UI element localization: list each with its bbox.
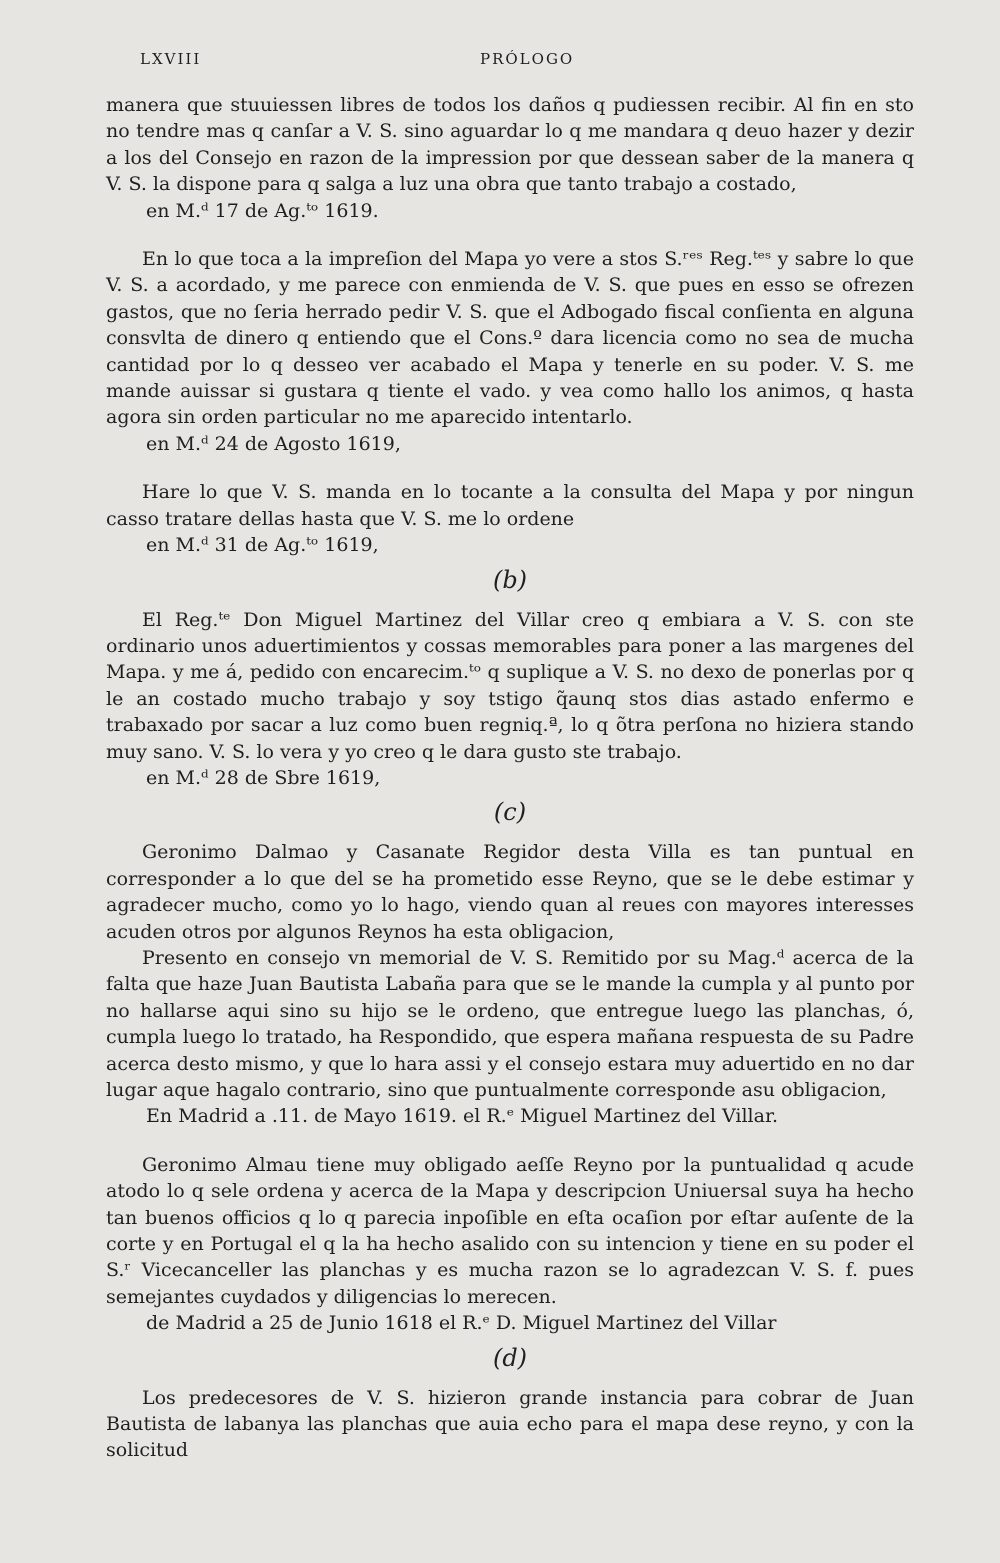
running-title: PRÓLOGO: [480, 50, 575, 68]
letter-continuation: manera que stuuiessen libres de todos los daños q pudiessen recibir. Al fin en sto no tendre mas q canſar a V. S. sino aguardar lo q me mandara q deuo hazer y dezir a los del Consejo en razon de la impression por que dessean saber de la manera q V. S. la dispone para q salga a luz una obra que tanto trabajo a costado,: [106, 94, 914, 196]
letter-paragraph: Geronimo Dalmao y Casanate Regidor desta Villa es tan puntual en corresponder a lo que del se ha prometido esse Reyno, que se le debe estimar y agradecer mucho, como yo lo hago, viendo quan al reues con mayores interesses acuden otros por algunos Reynos ha esta obligacion,: [106, 841, 914, 943]
letter-signature: de Madrid a 25 de Junio 1618 el R.ᵉ D. Miguel Martinez del Villar: [146, 1312, 777, 1335]
letter-signature: en M.ᵈ 28 de Sbre 1619,: [146, 766, 381, 789]
section-heading-b: (b): [492, 565, 528, 594]
letter-signature: En Madrid a .11. de Mayo 1619. el R.ᵉ Miguel Martinez del Villar.: [146, 1105, 778, 1128]
letter-paragraph: El Reg.ᵗᵉ Don Miguel Martinez del Villar creo q embiara a V. S. con ste ordinario unos aduertimientos y cossas memorables para poner a las margenes del Mapa. y me á, pedido con encarecim.ᵗᵒ q suplique a V. S. no dexo de ponerlas por q le an costado mucho trabajo y soy tstigo q̃aunq stos dias astado enfermo e trabaxado por sacar a luz como buen regniq.ª, lo q õtra perſona no hiziera stando muy sano. V. S. lo vera y yo creo q le dara gusto ste trabajo.: [106, 608, 914, 763]
letter-paragraph: Geronimo Almau tiene muy obligado aeſſe Reyno por la puntualidad q acude atodo lo q sele ordena y acerca de la Mapa y descripcion Uniuersal suya ha hecho tan buenos officios q lo q parecia inpoſible en eſta ocaſion por eſtar auſente de la corte y en Portugal el q la ha hecho asalido con su intencion y tiene en su poder el S.ʳ Vicecanceller las planchas y es mucha razon se lo agradezcan V. S. f. pues semejantes cuydados y diligencias lo merecen.: [106, 1153, 914, 1308]
page-header: [140, 50, 900, 76]
letter-paragraph: Hare lo que V. S. manda en lo tocante a la consulta del Mapa y por ningun casso tratare dellas hasta que V. S. me lo ordene: [106, 481, 914, 530]
section-heading-d: (d): [492, 1343, 528, 1372]
section-heading-c: (c): [493, 798, 527, 827]
letter-signature: en M.ᵈ 31 de Ag.ᵗᵒ 1619,: [146, 534, 379, 557]
letter-signature: en M.ᵈ 17 de Ag.ᵗᵒ 1619.: [146, 199, 379, 222]
letter-paragraph: Los predecesores de V. S. hizieron grande instancia para cobrar de Juan Bautista de labanya las planchas que auia echo para el mapa dese reyno, y con la solicitud: [106, 1386, 914, 1462]
letter-paragraph: En lo que toca a la impreſion del Mapa yo vere a stos S.ʳᵉˢ Reg.ᵗᵉˢ y sabre lo que V. S. a acordado, y me parece con enmienda de V. S. que pues en esso se ofrezen gastos, que no ſeria herrado pedir V. S. que el Adbogado fiscal conſienta en alguna consvlta de dinero q entiendo que el Cons.º dara licencia como no sea de mucha cantidad por lo q desseo ver acabado el Mapa y tenerle en su poder. V. S. me mande auissar si gustara q tiente el vado. y vea como hallo los animos, q hasta agora sin orden particular no me aparecido intentarlo.: [106, 248, 914, 429]
page-body: [106, 92, 914, 1464]
page-number: LXVIII: [140, 50, 202, 68]
letter-paragraph: Presento en consejo vn memorial de V. S. Remitido por su Mag.ᵈ acerca de la falta que haze Juan Bautista Labaña para que se le mande la cumpla y al punto por no hallarse aqui sino su hijo se le ordeno, que entregue luego las planchas, ó, cumpla luego lo tratado, ha Respondido, que espera mañana respuesta de su Padre acerca desto mismo, y que lo hara assi y el consejo estara muy aduertido en no dar lugar aque hagalo contrario, sino que puntualmente corresponde asu obligacion,: [106, 946, 914, 1101]
letter-signature: en M.ᵈ 24 de Agosto 1619,: [146, 432, 401, 455]
